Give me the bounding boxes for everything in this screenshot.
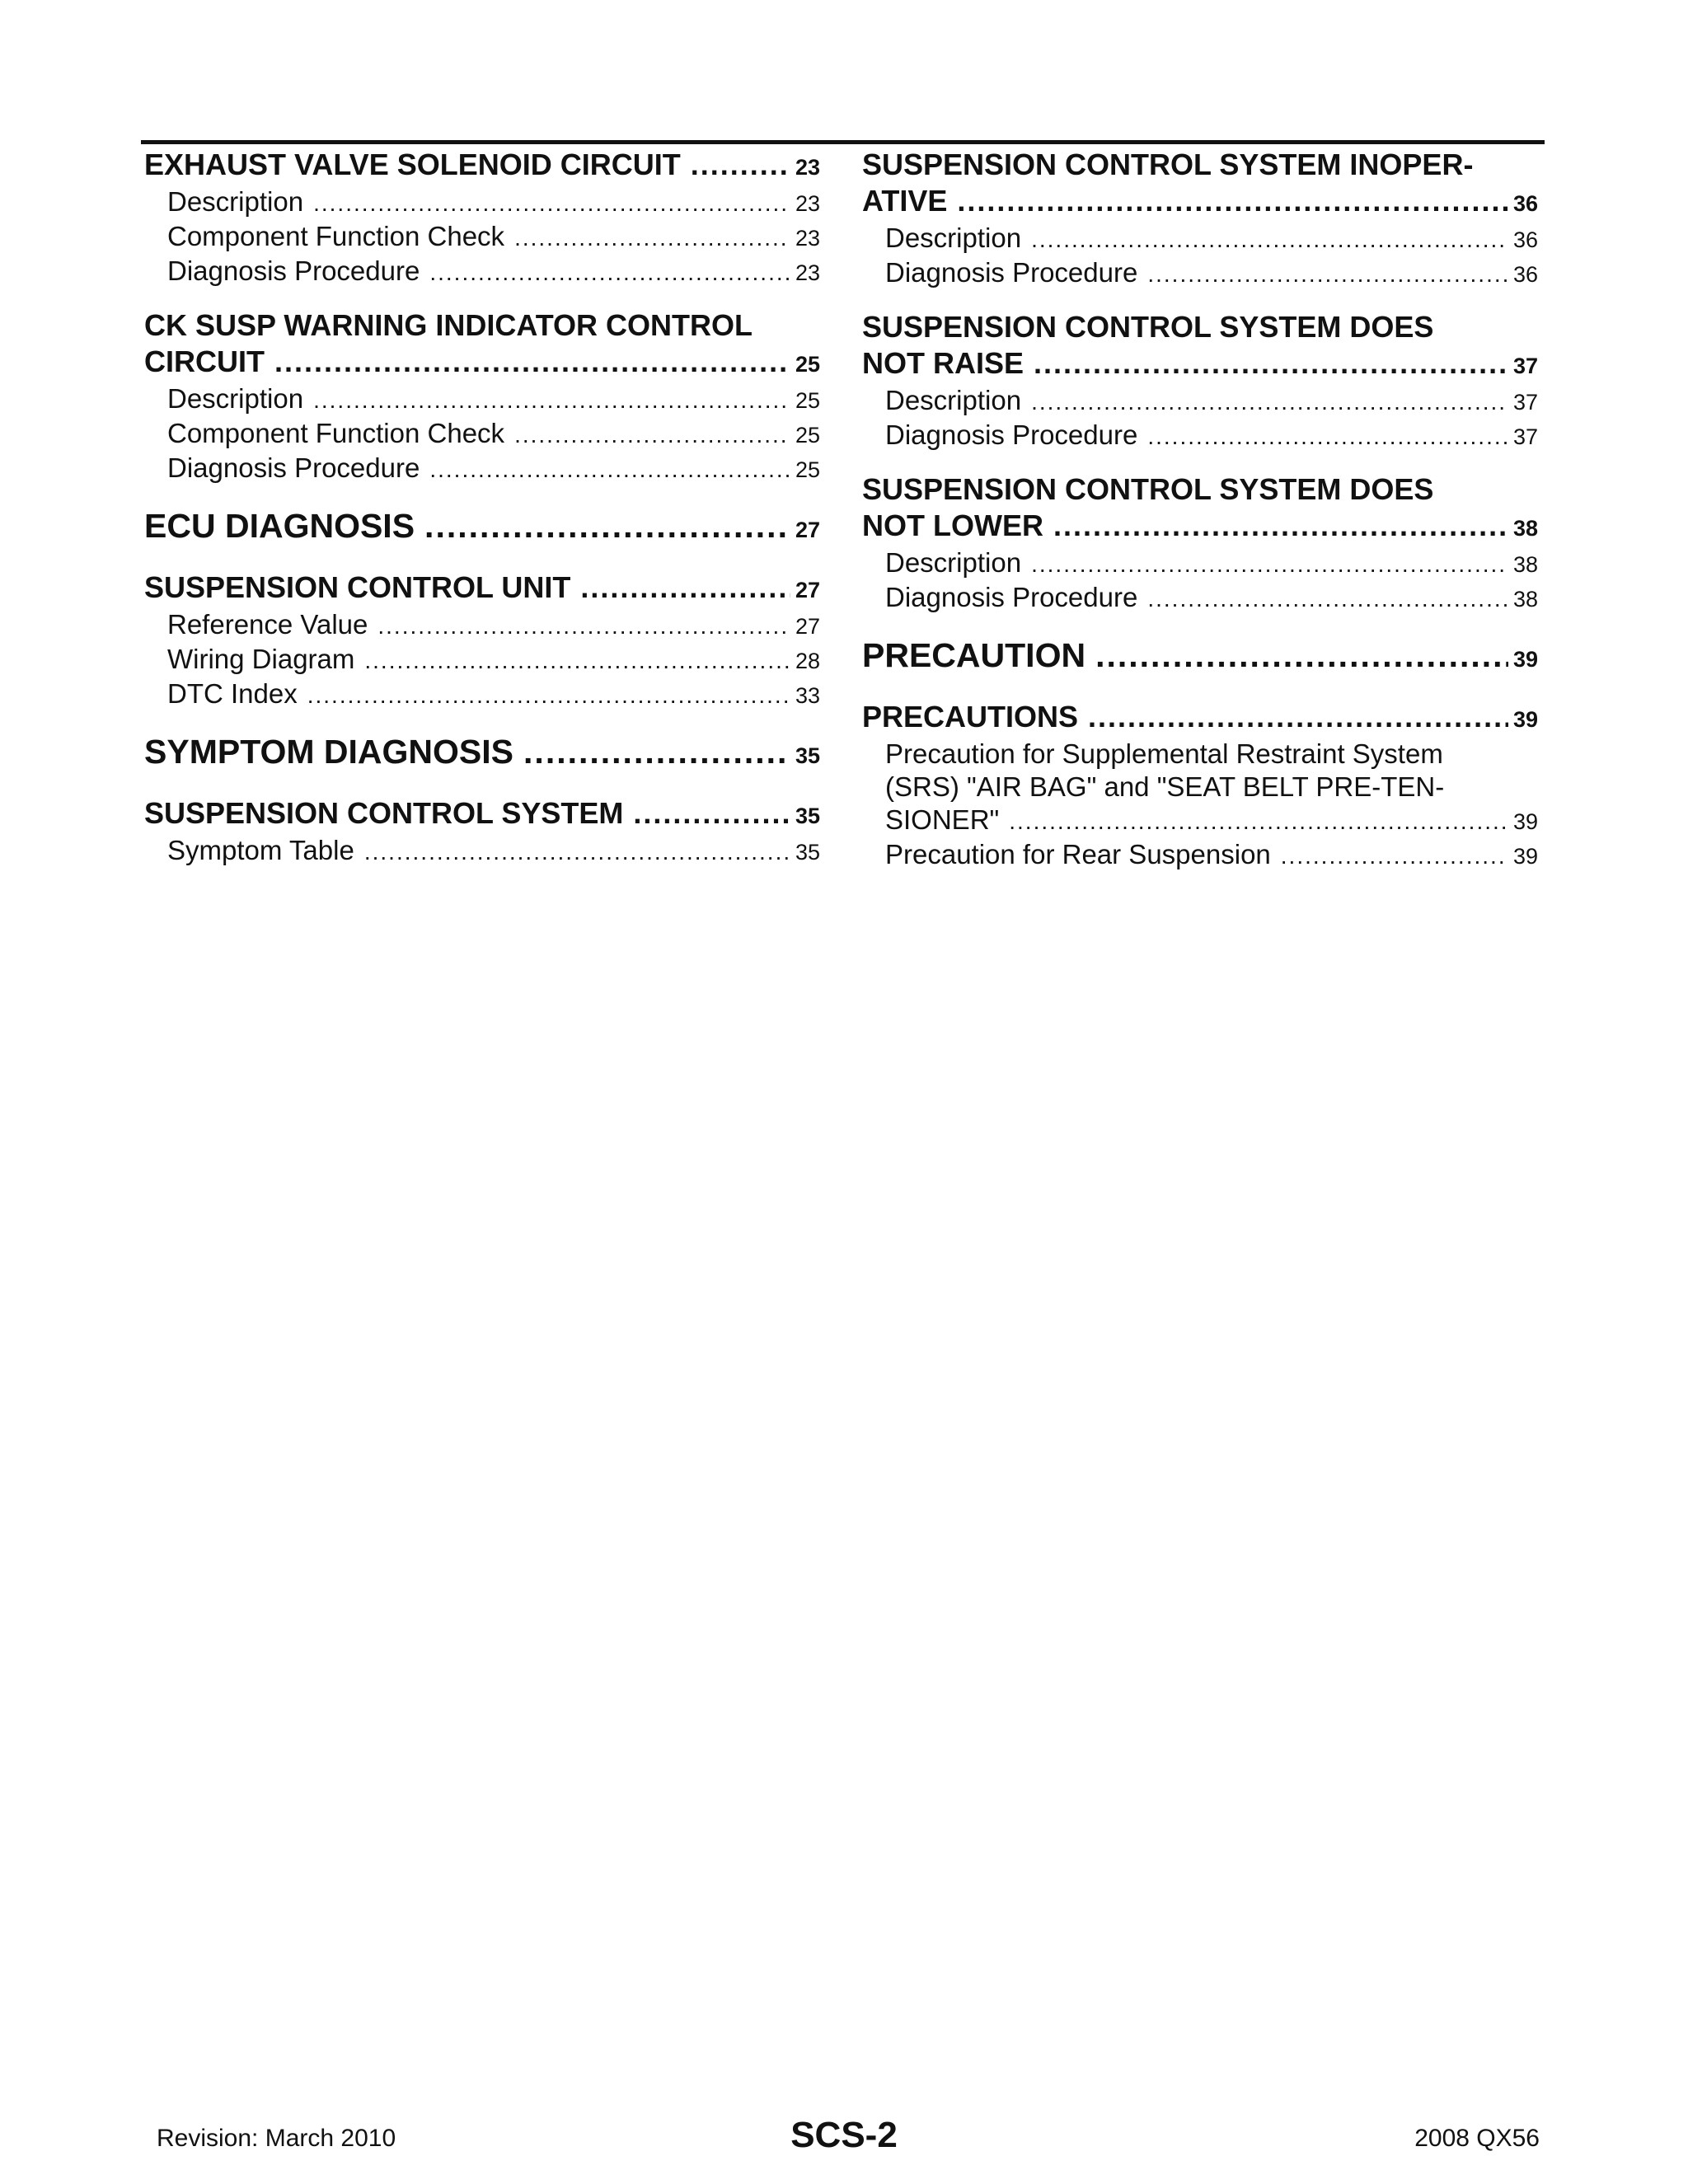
entry-line: [885, 838, 1538, 873]
entry-line: [885, 804, 1538, 838]
dot-leader: [1034, 345, 1508, 382]
toc-entry[interactable]: [144, 220, 820, 255]
dot-leader: [957, 183, 1508, 219]
entry-line: [885, 581, 1538, 616]
page-number: 36: [1512, 262, 1538, 287]
dot-leader: [1147, 420, 1508, 453]
toc-section-heading[interactable]: [862, 147, 1538, 222]
heading-title: SUSPENSION CONTROL UNIT: [144, 570, 571, 604]
page-number: 23: [795, 226, 820, 251]
toc-entry[interactable]: [862, 222, 1538, 256]
heading-entry-line: [144, 504, 820, 551]
heading-entry-line: [144, 795, 820, 834]
heading-entry-line: [144, 569, 820, 608]
page-number: 25: [795, 457, 820, 482]
dot-leader: [1031, 548, 1508, 581]
entry-title: SIONER": [885, 804, 1000, 835]
toc-section: [862, 147, 1538, 291]
page-number: 36: [1512, 191, 1538, 216]
dot-leader: [307, 679, 790, 712]
heading-title: SYMPTOM DIAGNOSIS: [144, 733, 514, 771]
entry-line: [167, 608, 820, 643]
toc-section-heading[interactable]: [144, 307, 820, 382]
heading-line: SUSPENSION CONTROL SYSTEM DOES: [862, 472, 1434, 506]
heading-title: ECU DIAGNOSIS: [144, 507, 415, 545]
heading-line: SUSPENSION CONTROL SYSTEM DOES: [862, 310, 1434, 344]
page-number: 38: [1512, 587, 1538, 612]
dot-leader: [313, 384, 790, 417]
toc-entry[interactable]: [144, 382, 820, 417]
toc-entry[interactable]: [144, 608, 820, 643]
page-number: 23: [795, 260, 820, 285]
dot-leader: [1095, 634, 1508, 677]
toc-left-column: [144, 147, 820, 887]
heading-entry-line: [144, 344, 820, 382]
dot-leader: [580, 569, 790, 606]
page-number: 39: [1512, 707, 1538, 732]
dot-leader: [377, 610, 790, 643]
toc-section: [862, 634, 1538, 681]
entry-title: Component Function Check: [167, 221, 505, 251]
dot-leader: [429, 453, 790, 486]
toc-section-heading[interactable]: [862, 699, 1538, 738]
dot-leader: [1088, 699, 1508, 735]
page-number: 28: [795, 649, 820, 673]
page-number: 38: [1512, 516, 1538, 541]
toc-section: [144, 147, 820, 289]
toc-entry[interactable]: [862, 384, 1538, 419]
revision-date: Revision: March 2010: [157, 2125, 396, 2152]
dot-leader: [1053, 508, 1508, 544]
dot-leader: [1147, 583, 1508, 616]
entry-line: Precaution for Supplemental Restraint System: [885, 738, 1443, 769]
heading-line: CK SUSP WARNING INDICATOR CONTROL: [144, 308, 753, 342]
toc-right-column: [862, 147, 1538, 891]
toc-entry[interactable]: [144, 417, 820, 452]
heading-entry-line: [862, 345, 1538, 384]
toc-chapter-heading[interactable]: [144, 730, 820, 777]
toc-section-heading[interactable]: [144, 795, 820, 834]
toc-section: [862, 471, 1538, 616]
dot-leader: [1031, 223, 1508, 256]
toc-section-heading[interactable]: [862, 309, 1538, 384]
page-number: 25: [795, 352, 820, 377]
toc-entry[interactable]: [144, 255, 820, 289]
entry-title: Diagnosis Procedure: [167, 452, 420, 483]
dot-leader: [523, 730, 790, 773]
dot-leader: [364, 644, 790, 677]
page-number: 35: [795, 804, 820, 828]
page-number: 27: [795, 614, 820, 639]
entry-title: Diagnosis Procedure: [885, 419, 1138, 450]
toc-section-heading[interactable]: [862, 471, 1538, 546]
entry-line: [167, 834, 820, 869]
entry-line: [167, 255, 820, 289]
toc-entry[interactable]: [862, 546, 1538, 581]
heading-entry-line: [862, 634, 1538, 681]
entry-title: Symptom Table: [167, 835, 354, 865]
dot-leader: [1147, 258, 1508, 291]
toc-chapter-heading[interactable]: [862, 634, 1538, 681]
entry-title: Description: [885, 223, 1022, 253]
page-number: 25: [795, 388, 820, 413]
toc-section: [862, 699, 1538, 873]
heading-entry-line: [862, 699, 1538, 738]
entry-line: (SRS) "AIR BAG" and "SEAT BELT PRE-TEN-: [885, 771, 1445, 802]
entry-title: Description: [167, 383, 304, 414]
entry-line: [885, 222, 1538, 256]
dot-leader: [424, 504, 790, 547]
entry-line: [885, 546, 1538, 581]
heading-title: NOT LOWER: [862, 509, 1043, 542]
toc-entry[interactable]: [144, 185, 820, 220]
entry-title: Description: [885, 385, 1022, 415]
entry-line: [167, 417, 820, 452]
entry-line: [167, 382, 820, 417]
page-number: 35: [795, 743, 820, 768]
dot-leader: [691, 147, 790, 183]
top-rule: [141, 140, 1545, 144]
toc-entry[interactable]: [144, 452, 820, 486]
entry-title: DTC Index: [167, 678, 298, 709]
page-number: 36: [1512, 227, 1538, 252]
toc-section: [144, 569, 820, 712]
heading-title: CIRCUIT: [144, 344, 265, 378]
heading-line: SUSPENSION CONTROL SYSTEM INOPER-: [862, 148, 1474, 181]
dot-leader: [429, 256, 790, 289]
page-number: 37: [1512, 424, 1538, 449]
dot-leader: [1281, 840, 1508, 873]
heading-title: NOT RAISE: [862, 346, 1025, 380]
entry-line: [885, 256, 1538, 291]
entry-line: [167, 452, 820, 486]
entry-line: [885, 384, 1538, 419]
page-number: 23: [795, 191, 820, 216]
dot-leader: [274, 344, 790, 380]
page-number: 37: [1512, 354, 1538, 378]
heading-entry-line: [144, 147, 820, 185]
dot-leader: [313, 187, 790, 220]
heading-title: ATIVE: [862, 184, 948, 218]
entry-title: Diagnosis Procedure: [167, 255, 420, 286]
toc-entry[interactable]: [862, 581, 1538, 616]
page-number: 39: [1512, 809, 1538, 834]
dot-leader: [633, 795, 790, 832]
toc-entry[interactable]: [144, 834, 820, 869]
page-number: 25: [795, 423, 820, 448]
dot-leader: [514, 419, 790, 452]
page-number: 27: [795, 578, 820, 602]
dot-leader: [1009, 805, 1508, 838]
toc-section: [144, 504, 820, 551]
heading-entry-line: [862, 183, 1538, 222]
entry-title: Diagnosis Procedure: [885, 257, 1138, 288]
dot-leader: [1031, 386, 1508, 419]
dot-leader: [514, 222, 790, 255]
toc-section: [144, 730, 820, 777]
entry-line: [167, 220, 820, 255]
toc-entry[interactable]: [144, 677, 820, 712]
toc-entry[interactable]: [862, 838, 1538, 873]
entry-title: Reference Value: [167, 609, 368, 640]
entry-line: [885, 419, 1538, 453]
toc-section: [862, 309, 1538, 453]
entry-title: Component Function Check: [167, 418, 505, 448]
page-number: 27: [795, 518, 820, 542]
heading-title: EXHAUST VALVE SOLENOID CIRCUIT: [144, 148, 681, 181]
dot-leader: [364, 836, 790, 869]
entry-title: Wiring Diagram: [167, 644, 355, 674]
heading-title: PRECAUTIONS: [862, 700, 1079, 733]
toc-entry[interactable]: [862, 256, 1538, 291]
heading-title: SUSPENSION CONTROL SYSTEM: [144, 796, 624, 830]
page-number: 39: [1512, 647, 1538, 672]
page-number: 33: [795, 683, 820, 708]
page-number: 23: [795, 155, 820, 180]
entry-line: [167, 677, 820, 712]
entry-title: Description: [885, 547, 1022, 578]
toc-chapter-heading[interactable]: [144, 504, 820, 551]
entry-line: [167, 643, 820, 677]
page-code: SCS-2: [790, 2115, 898, 2155]
heading-title: PRECAUTION: [862, 636, 1086, 674]
page-number: 38: [1512, 552, 1538, 577]
page-number: 35: [795, 840, 820, 865]
toc-section-heading[interactable]: [144, 569, 820, 608]
toc-entry[interactable]: [862, 738, 1538, 838]
entry-title: Precaution for Rear Suspension: [885, 839, 1271, 869]
entry-line: [167, 185, 820, 220]
toc-entry[interactable]: [144, 643, 820, 677]
page-number: 37: [1512, 390, 1538, 415]
toc-section: [144, 795, 820, 869]
entry-title: Diagnosis Procedure: [885, 582, 1138, 612]
heading-entry-line: [144, 730, 820, 777]
heading-entry-line: [862, 508, 1538, 546]
vehicle-model: 2008 QX56: [1414, 2125, 1540, 2152]
toc-section: [144, 307, 820, 486]
toc-entry[interactable]: [862, 419, 1538, 453]
toc-section-heading[interactable]: [144, 147, 820, 185]
page-number: 39: [1512, 844, 1538, 869]
entry-title: Description: [167, 186, 304, 217]
